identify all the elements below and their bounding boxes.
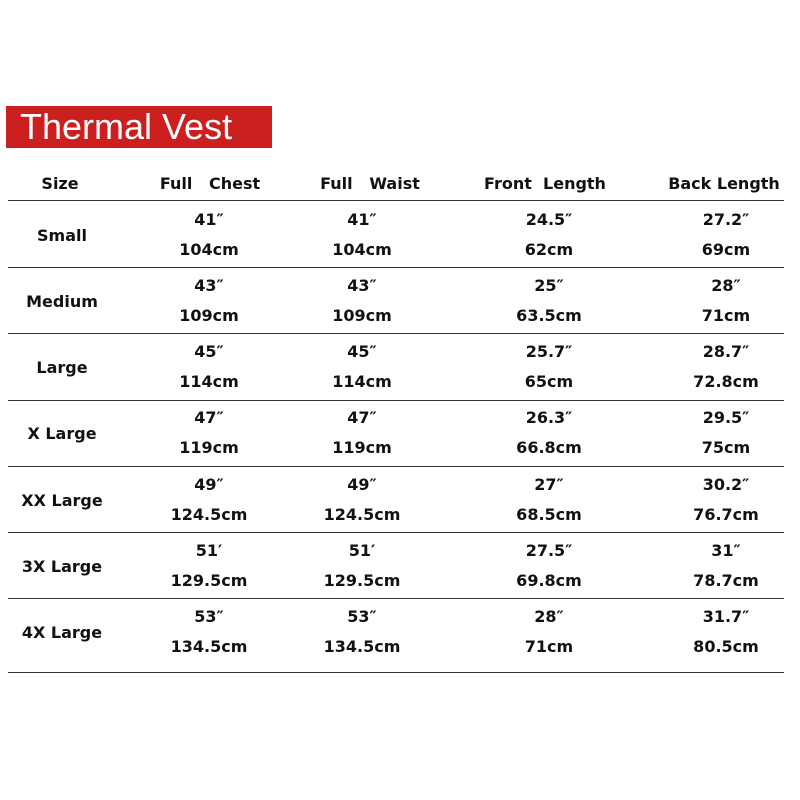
- table-row: [0, 467, 800, 533]
- waist-cm: 104cm: [332, 240, 392, 259]
- chest-cm: 119cm: [179, 438, 239, 457]
- chest-cm: 104cm: [179, 240, 239, 259]
- waist-cm: 129.5cm: [323, 571, 401, 590]
- chest-inches: 47″: [194, 408, 224, 427]
- table-row: [0, 599, 800, 665]
- waist-inches: 45″: [347, 342, 377, 361]
- front-cm: 69.8cm: [516, 571, 582, 590]
- chest-cm: 134.5cm: [170, 637, 248, 656]
- size-label: Large: [36, 358, 88, 377]
- table-row: [0, 334, 800, 400]
- back-inches: 30.2″: [702, 475, 750, 494]
- chest-inches: 41″: [194, 210, 224, 229]
- table-bottom-rule: [8, 672, 784, 673]
- back-inches: 28″: [711, 276, 741, 295]
- chest-cm: 109cm: [179, 306, 239, 325]
- table-row: [0, 533, 800, 599]
- back-inches: 28.7″: [702, 342, 750, 361]
- header-chest: Full Chest: [159, 174, 261, 193]
- chest-inches: 51′: [195, 541, 223, 560]
- back-cm: 80.5cm: [693, 637, 759, 656]
- size-label: X Large: [27, 424, 97, 443]
- header-waist: Full Waist: [320, 174, 420, 193]
- front-inches: 27″: [534, 475, 564, 494]
- waist-inches: 53″: [347, 607, 377, 626]
- back-inches: 31″: [711, 541, 741, 560]
- back-cm: 69cm: [701, 240, 751, 259]
- table-row: [0, 202, 800, 268]
- page-title: Thermal Vest: [20, 106, 233, 147]
- front-inches: 24.5″: [525, 210, 573, 229]
- table-row: [0, 268, 800, 334]
- waist-cm: 134.5cm: [323, 637, 401, 656]
- table-header: [0, 170, 800, 200]
- waist-inches: 41″: [347, 210, 377, 229]
- waist-cm: 114cm: [332, 372, 392, 391]
- front-inches: 26.3″: [525, 408, 573, 427]
- back-inches: 29.5″: [702, 408, 750, 427]
- front-inches: 28″: [534, 607, 564, 626]
- back-inches: 31.7″: [702, 607, 750, 626]
- front-cm: 63.5cm: [516, 306, 582, 325]
- front-cm: 62cm: [524, 240, 574, 259]
- waist-inches: 51′: [348, 541, 376, 560]
- header-back: Back Length: [668, 174, 780, 193]
- size-label: 4X Large: [21, 623, 103, 642]
- chest-cm: 114cm: [179, 372, 239, 391]
- front-cm: 71cm: [524, 637, 574, 656]
- back-cm: 71cm: [701, 306, 751, 325]
- size-label: Small: [37, 226, 87, 245]
- table-row: [0, 400, 800, 466]
- front-cm: 68.5cm: [516, 505, 582, 524]
- size-label: Medium: [26, 292, 98, 311]
- size-label: 3X Large: [21, 557, 103, 576]
- front-inches: 25″: [534, 276, 564, 295]
- back-cm: 75cm: [701, 438, 751, 457]
- chest-inches: 53″: [194, 607, 224, 626]
- back-cm: 78.7cm: [693, 571, 759, 590]
- back-inches: 27.2″: [702, 210, 750, 229]
- header-divider: [8, 200, 784, 201]
- title-banner: [6, 106, 272, 148]
- waist-inches: 47″: [347, 408, 377, 427]
- front-cm: 65cm: [524, 372, 574, 391]
- header-size: Size: [41, 174, 79, 193]
- front-inches: 27.5″: [525, 541, 573, 560]
- waist-cm: 109cm: [332, 306, 392, 325]
- chest-inches: 49″: [194, 475, 224, 494]
- waist-cm: 119cm: [332, 438, 392, 457]
- size-label: XX Large: [21, 491, 103, 510]
- back-cm: 72.8cm: [693, 372, 759, 391]
- back-cm: 76.7cm: [693, 505, 759, 524]
- chest-inches: 43″: [194, 276, 224, 295]
- waist-inches: 49″: [347, 475, 377, 494]
- header-front: Front Length: [484, 174, 606, 193]
- chest-cm: 124.5cm: [170, 505, 248, 524]
- front-cm: 66.8cm: [516, 438, 582, 457]
- waist-inches: 43″: [347, 276, 377, 295]
- front-inches: 25.7″: [525, 342, 573, 361]
- chest-inches: 45″: [194, 342, 224, 361]
- chest-cm: 129.5cm: [170, 571, 248, 590]
- waist-cm: 124.5cm: [323, 505, 401, 524]
